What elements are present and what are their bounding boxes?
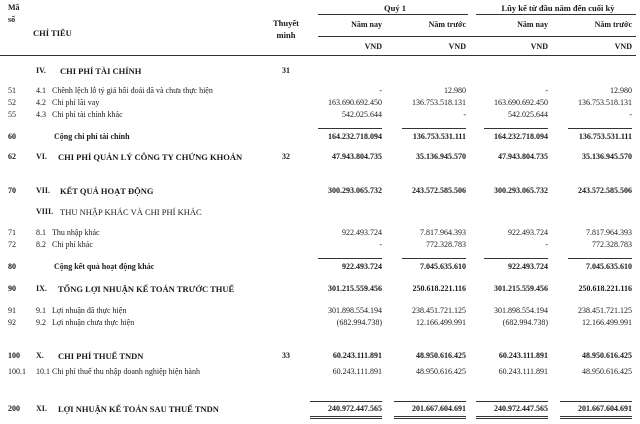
row-code: 60 xyxy=(8,132,16,141)
row-l-nam-truoc: 772.328.783 xyxy=(592,240,632,249)
header-l-nn-vnd: VND xyxy=(530,42,548,51)
header-ma-so-line2: số xyxy=(8,15,16,24)
row-label: Chi phí khác xyxy=(52,240,93,249)
header-quy1: Quý 1 xyxy=(384,3,406,13)
final-top-rule xyxy=(476,401,548,402)
row-l-nam-truoc: 35.136.945.570 xyxy=(582,152,632,161)
row-l-nam-nay: 164.232.718.094 xyxy=(494,132,548,141)
row-number: IX. xyxy=(36,284,47,293)
row-number: IV. xyxy=(36,66,46,75)
row-l-nam-nay: 922.493.724 xyxy=(508,228,548,237)
header-q-nam-truoc: Năm trước xyxy=(428,20,466,29)
row-code: 51 xyxy=(8,86,16,95)
row-code: 72 xyxy=(8,240,16,249)
row-q-nam-nay: 301.898.554.194 xyxy=(328,306,382,315)
final-top-rule xyxy=(310,401,382,402)
row-q-nam-nay: 60.243.111.891 xyxy=(332,367,382,376)
row-code: 92 xyxy=(8,318,16,327)
row-number: 4.2 xyxy=(36,98,46,107)
row-number: 8.2 xyxy=(36,240,46,249)
row-q-nam-truoc: 772.328.783 xyxy=(426,240,466,249)
row-code: 200 xyxy=(8,404,20,413)
row-code: 70 xyxy=(8,186,16,195)
row-number: 9.2 xyxy=(36,318,46,327)
row-q-nam-truoc: 12.980 xyxy=(444,86,466,95)
row-l-nam-truoc: 136.753.518.131 xyxy=(578,98,632,107)
row-label: Thu nhập khác xyxy=(52,228,100,237)
row-q-nam-truoc: 35.136.945.570 xyxy=(416,152,466,161)
row-l-nam-nay: (682.994.738) xyxy=(502,318,548,327)
header-thuyet-minh-line2: minh xyxy=(276,30,296,40)
total-rule xyxy=(402,258,466,259)
final-double-rule xyxy=(394,416,466,419)
row-l-nam-nay: 300.293.065.732 xyxy=(494,186,548,195)
row-q-nam-nay: 542.025.644 xyxy=(342,110,382,119)
row-code: 52 xyxy=(8,98,16,107)
rule-subheader xyxy=(318,36,636,37)
row-l-nam-nay: 542.025.644 xyxy=(508,110,548,119)
row-number: X. xyxy=(36,351,44,360)
row-note: 32 xyxy=(282,152,290,161)
row-q-nam-truoc: 243.572.585.506 xyxy=(412,186,466,195)
row-code: 91 xyxy=(8,306,16,315)
row-q-nam-nay: - xyxy=(379,240,382,249)
row-q-nam-truoc: 201.667.604.691 xyxy=(412,404,466,413)
row-note: 31 xyxy=(282,66,290,75)
rule-quy1 xyxy=(318,14,468,15)
row-label: CHI PHÍ TÀI CHÍNH xyxy=(60,66,142,76)
row-q-nam-nay: - xyxy=(379,86,382,95)
rule-header-bottom xyxy=(0,55,636,56)
row-q-nam-nay: 922.493.724 xyxy=(342,262,382,271)
row-q-nam-nay: 240.972.447.565 xyxy=(328,404,382,413)
row-label: Cộng kết quả hoạt động khác xyxy=(54,262,155,271)
row-l-nam-nay: - xyxy=(545,86,548,95)
row-code: 90 xyxy=(8,284,16,293)
row-l-nam-truoc: 201.667.604.691 xyxy=(578,404,632,413)
row-q-nam-nay: 922.493.724 xyxy=(342,228,382,237)
row-q-nam-truoc: 238.451.721.125 xyxy=(412,306,466,315)
row-code: 62 xyxy=(8,152,16,161)
row-label: CHI PHÍ THUẾ TNDN xyxy=(58,351,144,361)
row-number: 10.1 xyxy=(36,367,50,376)
row-l-nam-nay: 301.898.554.194 xyxy=(494,306,548,315)
row-q-nam-nay: (682.994.738) xyxy=(336,318,382,327)
row-label: THU NHẬP KHÁC VÀ CHI PHÍ KHÁC xyxy=(60,207,202,217)
header-thuyet-minh-line1: Thuyết xyxy=(273,18,299,28)
rule-luyke xyxy=(476,14,636,15)
total-rule xyxy=(484,128,548,129)
total-rule xyxy=(568,128,632,129)
row-l-nam-nay: 60.243.111.891 xyxy=(498,367,548,376)
row-q-nam-nay: 300.293.065.732 xyxy=(328,186,382,195)
row-l-nam-truoc: 7.045.635.610 xyxy=(586,262,632,271)
total-rule xyxy=(318,128,382,129)
row-label: Lợi nhuận chưa thực hiện xyxy=(52,318,135,327)
row-number: VII. xyxy=(36,186,51,195)
row-l-nam-truoc: - xyxy=(629,110,632,119)
row-l-nam-truoc: 243.572.585.506 xyxy=(578,186,632,195)
row-l-nam-nay: 60.243.111.891 xyxy=(498,351,548,360)
row-label: TỔNG LỢI NHUẬN KẾ TOÁN TRƯỚC THUẾ xyxy=(58,284,235,294)
row-l-nam-nay: 922.493.724 xyxy=(508,262,548,271)
row-label: LỢI NHUẬN KẾ TOÁN SAU THUẾ TNDN xyxy=(58,404,219,414)
row-q-nam-truoc: 48.950.616.425 xyxy=(416,351,466,360)
header-chi-tieu: CHỈ TIÊU xyxy=(33,28,72,38)
row-code: 100.1 xyxy=(8,367,26,376)
row-number: VI. xyxy=(36,152,47,161)
row-label: CHI PHÍ QUẢN LÝ CÔNG TY CHỨNG KHOÁN xyxy=(58,152,243,162)
row-number: 4.3 xyxy=(36,110,46,119)
row-l-nam-truoc: 7.817.964.393 xyxy=(586,228,632,237)
row-number: 8.1 xyxy=(36,228,46,237)
total-rule xyxy=(484,258,548,259)
row-number: 9.1 xyxy=(36,306,46,315)
row-q-nam-nay: 60.243.111.891 xyxy=(332,351,382,360)
row-code: 71 xyxy=(8,228,16,237)
final-double-rule xyxy=(560,416,632,419)
row-number: XI. xyxy=(36,404,47,413)
row-l-nam-nay: 163.690.692.450 xyxy=(494,98,548,107)
row-q-nam-truoc: 136.753.531.111 xyxy=(412,132,466,141)
row-l-nam-nay: 47.943.804.735 xyxy=(498,152,548,161)
row-l-nam-truoc: 12.166.499.991 xyxy=(582,318,632,327)
final-double-rule xyxy=(476,416,548,419)
row-q-nam-nay: 163.690.692.450 xyxy=(328,98,382,107)
row-label: Chi phí thuế thu nhập doanh nghiệp hiện hành xyxy=(52,367,200,376)
total-rule xyxy=(318,258,382,259)
row-q-nam-nay: 164.232.718.094 xyxy=(328,132,382,141)
header-q-nn-vnd: VND xyxy=(364,42,382,51)
row-q-nam-truoc: 7.045.635.610 xyxy=(420,262,466,271)
row-label: Chi phí lãi vay xyxy=(52,98,100,107)
row-q-nam-nay: 47.943.804.735 xyxy=(332,152,382,161)
header-q-nam-nay: Năm nay xyxy=(351,20,382,29)
row-q-nam-truoc: 136.753.518.131 xyxy=(412,98,466,107)
total-rule xyxy=(568,258,632,259)
row-l-nam-truoc: 12.980 xyxy=(610,86,632,95)
header-luy-ke: Lũy kế từ đầu năm đến cuối kỳ xyxy=(501,3,615,13)
row-q-nam-truoc: - xyxy=(463,110,466,119)
row-number: VIII. xyxy=(36,207,54,216)
row-q-nam-truoc: 12.166.499.991 xyxy=(416,318,466,327)
row-l-nam-truoc: 136.753.531.111 xyxy=(578,132,632,141)
row-note: 33 xyxy=(282,351,290,360)
row-number: 4.1 xyxy=(36,86,46,95)
row-q-nam-nay: 301.215.559.456 xyxy=(328,284,382,293)
row-q-nam-truoc: 48.950.616.425 xyxy=(416,367,466,376)
header-thuyet-minh xyxy=(264,17,308,41)
final-double-rule xyxy=(310,416,382,419)
row-label: Chênh lệch lỗ tỷ giá hối đoái đã và chưa thực hiện xyxy=(52,86,213,95)
header-l-nam-truoc: Năm trước xyxy=(594,20,632,29)
total-rule xyxy=(402,128,466,129)
header-q-nt-vnd: VND xyxy=(448,42,466,51)
row-code: 55 xyxy=(8,110,16,119)
header-ma-so-line1: Mã xyxy=(8,3,20,12)
row-code: 80 xyxy=(8,262,16,271)
row-label: Cộng chi phí tài chính xyxy=(54,132,130,141)
header-l-nt-vnd: VND xyxy=(614,42,632,51)
row-l-nam-truoc: 48.950.616.425 xyxy=(582,351,632,360)
row-code: 100 xyxy=(8,351,20,360)
row-l-nam-truoc: 250.618.221.116 xyxy=(578,284,632,293)
row-label: Lợi nhuận đã thực hiện xyxy=(52,306,127,315)
final-top-rule xyxy=(394,401,466,402)
header-l-nam-nay: Năm nay xyxy=(517,20,548,29)
row-q-nam-truoc: 250.618.221.116 xyxy=(412,284,466,293)
row-label: KẾT QUẢ HOẠT ĐỘNG xyxy=(60,186,154,196)
row-label: Chi phí tài chính khác xyxy=(52,110,123,119)
header-ma-so xyxy=(8,2,26,26)
final-top-rule xyxy=(560,401,632,402)
row-l-nam-truoc: 238.451.721.125 xyxy=(578,306,632,315)
row-l-nam-nay: 301.215.559.456 xyxy=(494,284,548,293)
row-q-nam-truoc: 7.817.964.393 xyxy=(420,228,466,237)
row-l-nam-nay: 240.972.447.565 xyxy=(494,404,548,413)
row-l-nam-truoc: 48.950.616.425 xyxy=(582,367,632,376)
row-l-nam-nay: - xyxy=(545,240,548,249)
